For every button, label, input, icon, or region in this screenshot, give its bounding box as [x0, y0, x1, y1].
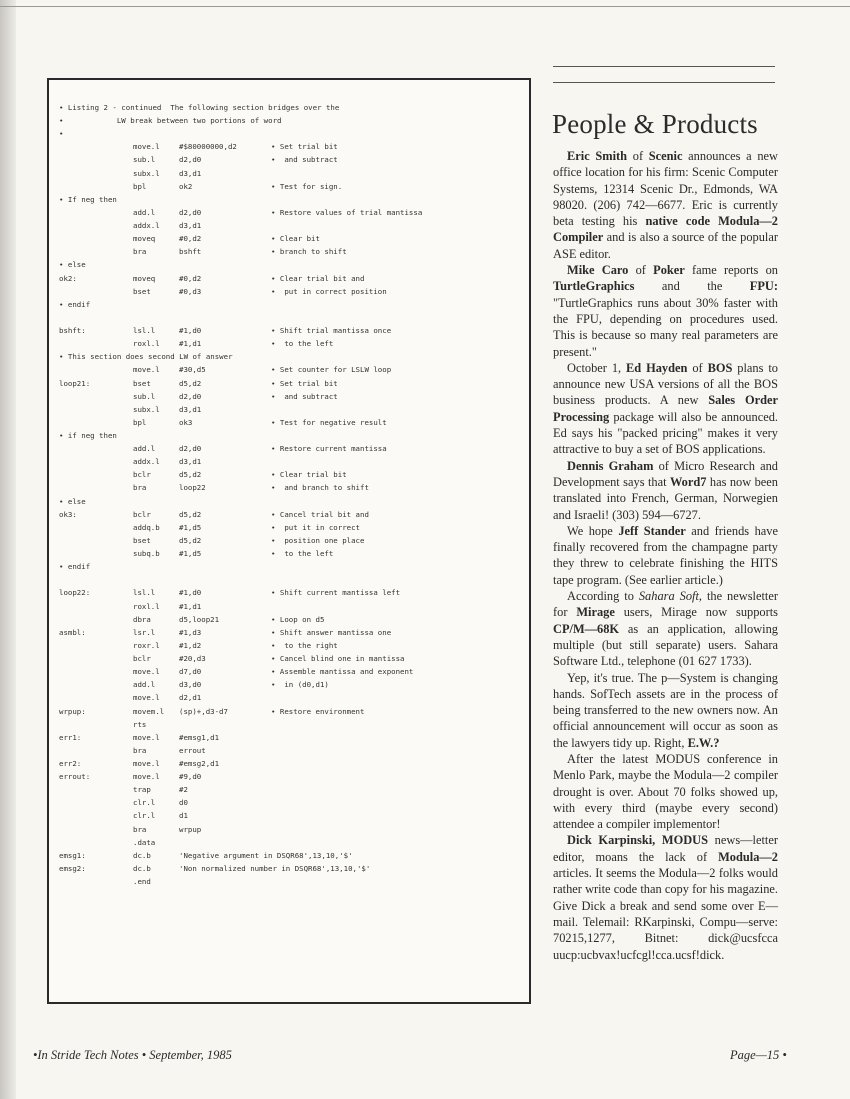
listing-opcode: moveq	[133, 273, 156, 283]
listing-label: err1:	[59, 732, 82, 742]
listing-operand: d3,d0	[179, 680, 202, 690]
listing-operand: d2,d0	[179, 444, 202, 454]
listing-opcode: move.l	[133, 759, 160, 768]
listing-opcode: movem.l	[133, 706, 165, 716]
listing-operand: loop22	[179, 483, 206, 493]
listing-opcode: subq.b	[133, 549, 160, 559]
listing-operand: #emsg2,d1	[179, 759, 220, 768]
listing-label: loop21:	[59, 378, 91, 388]
listing-comment: • Assemble mantissa and exponent	[271, 667, 414, 677]
listing-opcode: clr.l	[133, 811, 156, 821]
listing-opcode: rts	[133, 719, 147, 729]
listing-label: wrpup:	[59, 706, 86, 716]
listing-operand: d3,d1	[179, 221, 202, 231]
listing-operand: d2,d1	[179, 693, 202, 703]
listing-comment: • Restore environment	[271, 706, 365, 716]
listing-opcode: move.l	[133, 667, 160, 677]
listing-operand: d2,d0	[179, 207, 202, 217]
listing-operand: d5,d2	[179, 378, 202, 388]
listing-header-line: •	[59, 129, 64, 139]
listing-operand: #1,d3	[179, 627, 202, 637]
listing-operand: d7,d0	[179, 667, 202, 677]
listing-header-line: • Listing 2 - continued The following section bridges over the	[59, 103, 340, 112]
listing-comment: • Test for sign.	[271, 181, 343, 191]
listing-opcode: lsl.l	[133, 588, 156, 598]
listing-operand: #20,d3	[179, 654, 206, 664]
listing-operand: d2,d0	[179, 391, 202, 401]
listing-opcode: addq.b	[133, 522, 160, 532]
listing-comment: • position one place	[271, 535, 365, 545]
listing-operand: d5,d2	[179, 509, 202, 519]
listing-opcode: sub.l	[133, 391, 156, 401]
listing-opcode: move.l	[133, 142, 160, 152]
listing-opcode: bpl	[133, 181, 147, 191]
listing-label: • else	[59, 496, 86, 506]
listing-operand: wrpup	[179, 824, 202, 834]
listing-label: • This section does second LW of answer	[59, 352, 233, 362]
listing-comment: • Clear trial bit	[271, 470, 347, 480]
listing-opcode: sub.l	[133, 155, 156, 165]
listing-operand: #1,d1	[179, 339, 202, 349]
listing-label: asmbl:	[59, 627, 86, 637]
listing-comment: • put in correct position	[271, 286, 387, 296]
listing-operand: #1,d1	[179, 601, 202, 611]
listing-operand: #1,d0	[179, 588, 202, 598]
listing-opcode: lsr.l	[133, 627, 156, 637]
listing-operand: (sp)+,d3-d7	[179, 706, 228, 716]
listing-label: loop22:	[59, 588, 91, 598]
listing-operand: ok3	[179, 417, 193, 427]
listing-opcode: dc.b	[133, 850, 151, 860]
listing-opcode: clr.l	[133, 798, 156, 808]
listing-comment: • Set trial bit	[271, 378, 338, 388]
news-item-p-system: Yep, it's true. The p—System is changing hands. SofTech assets are in the process of being transferred to the new owners now. An official announcement will occur as soon as the lawyers tidy up. Right, E.W.?	[553, 670, 778, 750]
listing-opcode: lsl.l	[133, 326, 156, 336]
listing-label: emsg2:	[59, 863, 86, 873]
listing-operand: d5,d2	[179, 470, 202, 480]
listing-opcode: roxl.l	[133, 601, 160, 611]
listing-comment: • to the left	[271, 339, 334, 349]
column-title: People & Products	[552, 109, 758, 139]
news-item-eric-smith: Eric Smith of Scenic announces a new office location for his firm: Scenic Computer Systems, 12314 Scenic Dr., Edmonds, WA 98020. (206) 742—6677. Eric is currently beta testing his native code Modula—2 Compiler and is also a source of the popular ASE editor.	[553, 149, 778, 261]
listing-label: err2:	[59, 759, 82, 768]
top-edge-rule	[0, 6, 850, 7]
footer-page-number: Page—15 •	[730, 1048, 787, 1062]
listing-operand: bshft	[179, 247, 202, 257]
listing-opcode: bset	[133, 286, 151, 296]
listing-label: • If neg then	[59, 194, 117, 204]
listing-operand: d5,d2	[179, 535, 202, 545]
listing-opcode: bset	[133, 535, 151, 545]
listing-label: • if neg then	[59, 431, 117, 440]
listing-operand: d3,d1	[179, 404, 202, 414]
listing-opcode: bra	[133, 824, 147, 834]
listing-operand: #$80000000,d2	[179, 142, 237, 152]
listing-label: errout:	[59, 772, 91, 782]
listing-comment: • Cancel trial bit and	[271, 509, 369, 519]
listing-comment: • Shift current mantissa left	[271, 588, 401, 598]
listing-label: • endif	[59, 562, 91, 572]
listing-operand: #emsg1,d1	[179, 732, 220, 742]
listing-operand: #1,d2	[179, 640, 202, 650]
listing-comment: • and subtract	[271, 155, 338, 165]
listing-comment: • Clear bit	[271, 234, 320, 244]
listing-comment: • Set counter for LSLW loop	[271, 365, 392, 375]
listing-comment: • and subtract	[271, 391, 338, 401]
news-item-modus-conference: After the latest MODUS conference in Menlo Park, maybe the Modula—2 compiler drought is over. About 70 folks showed up, with every third (maybe every second) attendee a compiler implementor!	[553, 751, 778, 832]
listing-opcode: move.l	[133, 732, 160, 742]
listing-opcode: bclr	[133, 509, 151, 519]
listing-operand: #1,d5	[179, 522, 202, 532]
listing-operand: #0,d2	[179, 234, 202, 244]
listing-operand: ok2	[179, 181, 193, 191]
listing-opcode: add.l	[133, 207, 156, 217]
listing-comment: • Restore current mantissa	[271, 444, 387, 454]
listing-operand: d3,d1	[179, 457, 202, 467]
listing-opcode: bclr	[133, 470, 151, 480]
listing-comment: • Loop on d5	[271, 614, 325, 624]
listing-comment: • to the left	[271, 549, 334, 559]
listing-opcode: .data	[133, 837, 156, 847]
listing-operand: #0,d2	[179, 273, 202, 283]
listing-operand: d5,loop21	[179, 614, 220, 624]
listing-comment: • Set trial bit	[271, 142, 338, 152]
column-top-rule-2	[553, 82, 775, 83]
listing-operand: d1	[179, 811, 188, 821]
listing-comment: • in (d0,d1)	[271, 680, 329, 690]
listing-header-line: • LW break between two portions of word	[59, 116, 282, 126]
listing-label: emsg1:	[59, 850, 86, 860]
news-item-jeff-stander: We hope Jeff Stander and friends have finally recovered from the champagne party they threw to celebrate finishing the HITS tape program. (See earlier article.)	[553, 523, 778, 587]
listing-operand: #1,d5	[179, 549, 202, 559]
listing-opcode: bra	[133, 483, 147, 493]
listing-comment: • branch to shift	[271, 247, 347, 257]
listing-comment: • to the right	[271, 640, 338, 650]
listing-opcode: move.l	[133, 772, 160, 782]
listing-opcode: move.l	[133, 365, 160, 375]
listing-operand: #0,d3	[179, 286, 202, 296]
listing-opcode: subx.l	[133, 168, 160, 178]
listing-operand: 'Non normalized number in DSQR68',13,10,'$'	[179, 863, 371, 873]
listing-comment: • Shift answer mantissa one	[271, 627, 392, 637]
news-item-mike-caro: Mike Caro of Poker fame reports on TurtleGraphics and the FPU: "TurtleGraphics runs about 30% faster with the FPU, depending on procedures used. This is because so many real parameters are present."	[553, 263, 778, 359]
listing-label: ok2:	[59, 273, 77, 283]
listing-opcode: .end	[133, 877, 151, 887]
news-item-ed-hayden: October 1, Ed Hayden of BOS plans to announce new USA versions of all the BOS business products. A new Sales Order Processing package will also be announced. Ed says his "packed pricing" makes it very attractive to buy a set of BOS applications.	[553, 360, 778, 457]
listing-opcode: roxr.l	[133, 640, 160, 650]
listing-label: bshft:	[59, 326, 86, 336]
listing-operand: errout	[179, 745, 206, 755]
page-binding-shadow	[0, 0, 16, 1099]
listing-opcode: bpl	[133, 417, 147, 427]
listing-comment: • Clear trial bit and	[271, 273, 365, 283]
news-item-dick-karpinski: Dick Karpinski, MODUS news—letter editor, moans the lack of Modula—2 articles. It seems the Modula—2 folks would rather write code than copy for his magazine. Give Dick a break and send some over E—mail. Telemail: RKarpinski, Compu—serve: 70215,1277, Bitnet: dick@ucsfcca uucp:ucbvax!ucfcgl!cca.ucsf!dick.	[553, 833, 778, 962]
listing-operand: d3,d1	[179, 168, 202, 178]
listing-opcode: bset	[133, 378, 151, 388]
listing-opcode: addx.l	[133, 221, 160, 231]
listing-opcode: moveq	[133, 234, 156, 244]
listing-operand: #2	[179, 785, 188, 795]
listing-operand: 'Negative argument in DSQR68',13,10,'$'	[179, 850, 353, 860]
listing-opcode: bclr	[133, 654, 151, 664]
code-listing-box	[47, 78, 531, 1004]
listing-label: ok3:	[59, 509, 77, 519]
listing-opcode: bra	[133, 745, 147, 755]
listing-operand: d2,d0	[179, 155, 202, 165]
footer-publication: •In Stride Tech Notes • September, 1985	[33, 1048, 232, 1062]
listing-comment: • put it in correct	[271, 522, 360, 532]
listing-comment: • Restore values of trial mantissa	[271, 207, 423, 217]
listing-operand: #9,d0	[179, 772, 202, 782]
listing-opcode: roxl.l	[133, 339, 160, 349]
listing-operand: #30,d5	[179, 365, 206, 375]
listing-opcode: add.l	[133, 444, 156, 454]
listing-opcode: trap	[133, 785, 151, 795]
listing-opcode: dbra	[133, 614, 151, 624]
listing-comment: • Cancel blind one in mantissa	[271, 654, 405, 664]
listing-operand: #1,d0	[179, 326, 202, 336]
listing-opcode: move.l	[133, 693, 160, 703]
listing-operand: d0	[179, 798, 188, 808]
listing-opcode: add.l	[133, 680, 156, 690]
column-top-rule-1	[553, 66, 775, 67]
news-item-sahara-soft: According to Sahara Soft, the newsletter for Mirage users, Mirage now supports CP/M—68K as an application, allowing multiple (but still separate) users. Sahara Software Ltd., telephone (01 627 1733).	[553, 589, 779, 669]
listing-comment: • Test for negative result	[271, 417, 387, 427]
news-item-dennis-graham: Dennis Graham of Micro Research and Development says that Word7 has now been translated into French, German, Norwegien and Israeli! (303) 594—6727.	[553, 458, 778, 522]
listing-label: • else	[59, 260, 86, 270]
listing-comment: • and branch to shift	[271, 483, 369, 493]
listing-label: • endif	[59, 299, 91, 309]
listing-opcode: bra	[133, 247, 147, 257]
listing-comment: • Shift trial mantissa once	[271, 326, 392, 336]
listing-opcode: addx.l	[133, 457, 160, 467]
listing-opcode: dc.b	[133, 863, 151, 873]
listing-opcode: subx.l	[133, 404, 160, 414]
people-products-column	[553, 148, 778, 963]
